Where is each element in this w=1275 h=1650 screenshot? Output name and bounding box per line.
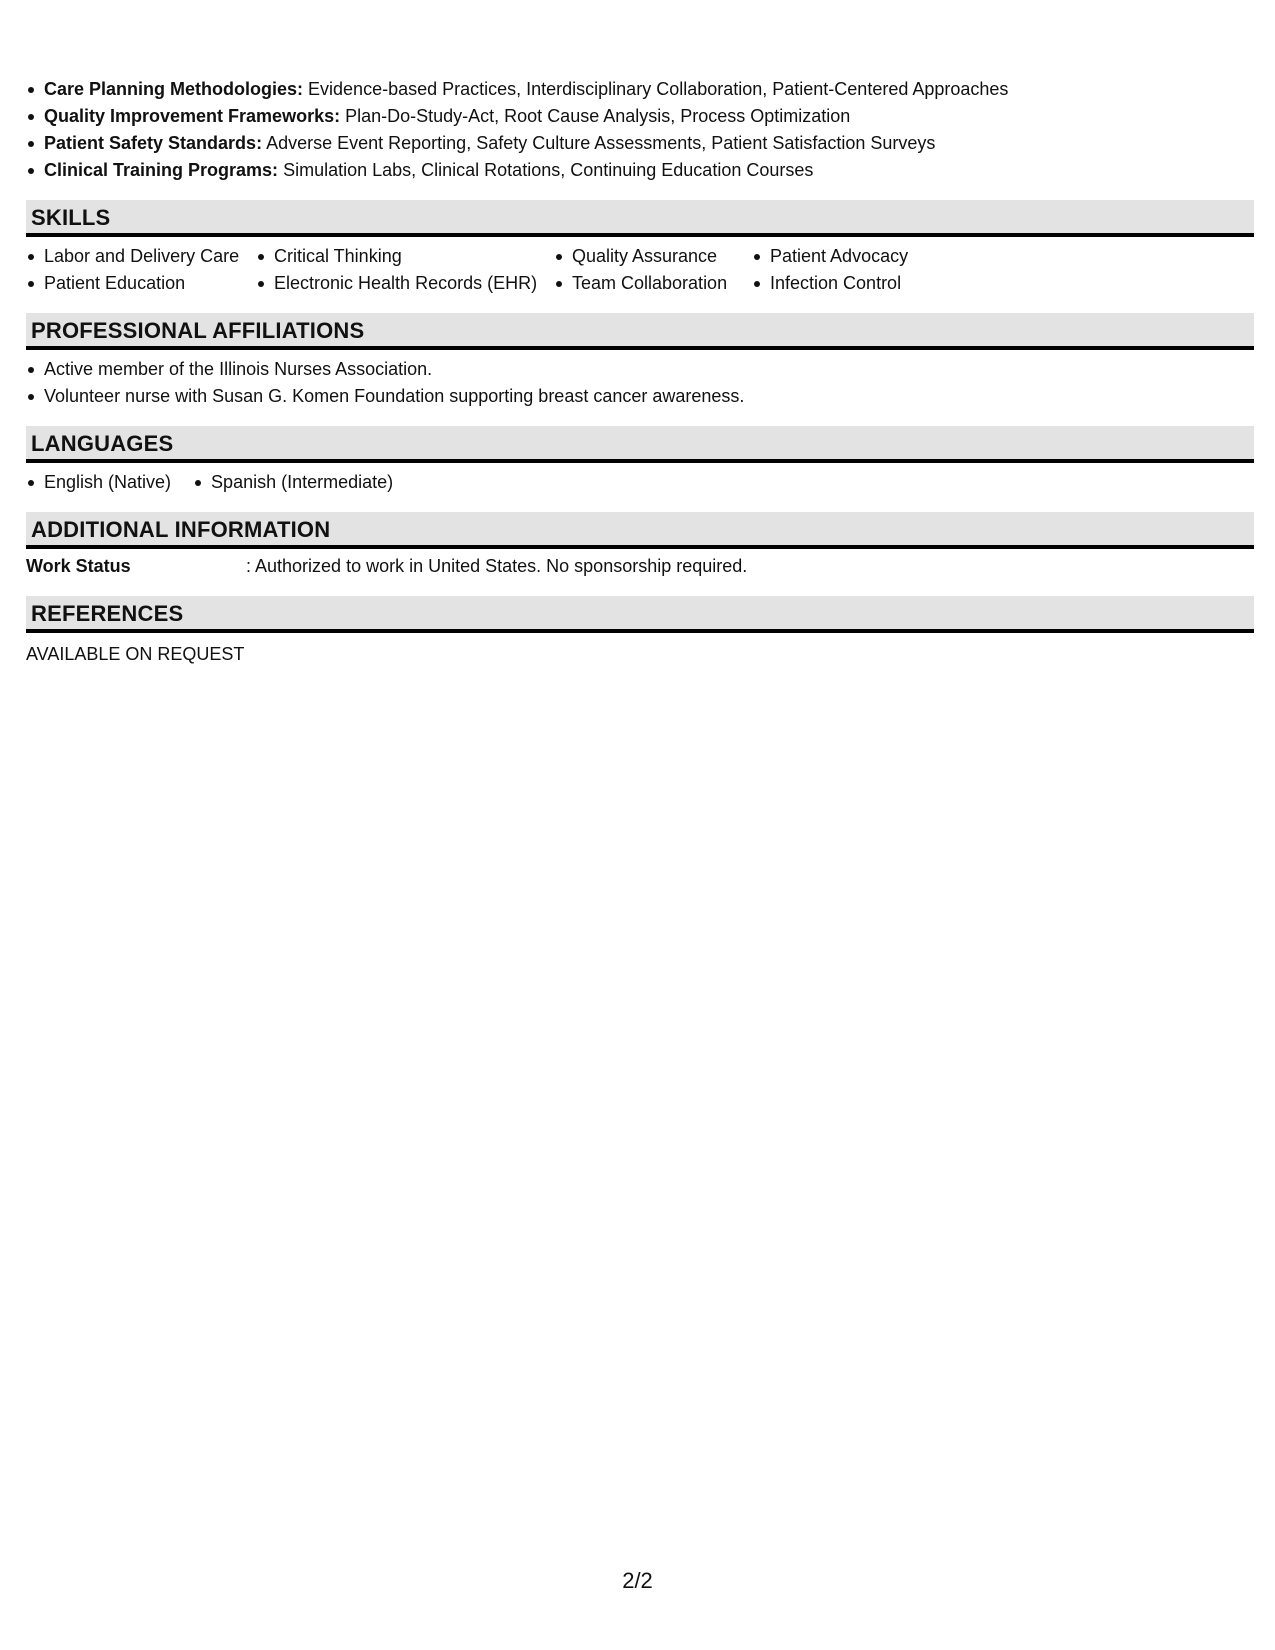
list-item: Team Collaboration (554, 270, 727, 297)
section-title: SKILLS (26, 200, 1254, 237)
additional-info-section (26, 512, 1254, 580)
references-text: AVAILABLE ON REQUEST (26, 644, 245, 664)
list-item: Patient Advocacy (752, 243, 908, 270)
list-item: Volunteer nurse with Susan G. Komen Foundation supporting breast cancer awareness. (26, 383, 1254, 410)
section-title: ADDITIONAL INFORMATION (26, 512, 1254, 549)
resume-page (26, 76, 1254, 668)
section-title: PROFESSIONAL AFFILIATIONS (26, 313, 1254, 350)
item-text: Adverse Event Reporting, Safety Culture Assessments, Patient Satisfaction Surveys (266, 133, 936, 153)
skills-column (554, 243, 727, 297)
item-text: Simulation Labs, Clinical Rotations, Continuing Education Courses (283, 160, 814, 180)
work-status-row (26, 553, 1254, 580)
item-label: Quality Improvement Frameworks: (44, 106, 341, 126)
list-item: Labor and Delivery Care (26, 243, 239, 270)
skills-section (26, 200, 1254, 297)
languages-list (26, 469, 1254, 496)
item-label: Patient Safety Standards: (44, 133, 263, 153)
references-section (26, 596, 1254, 668)
list-item (26, 157, 1254, 184)
list-item: Quality Assurance (554, 243, 727, 270)
list-item: Electronic Health Records (EHR) (256, 270, 537, 297)
section-title: REFERENCES (26, 596, 1254, 633)
section-title: LANGUAGES (26, 426, 1254, 463)
list-item: Critical Thinking (256, 243, 537, 270)
work-status-value: : Authorized to work in United States. No sponsorship required. (246, 556, 748, 576)
continuation-list (26, 76, 1254, 184)
skills-column (26, 243, 239, 297)
item-label: Care Planning Methodologies: (44, 79, 304, 99)
list-item: Active member of the Illinois Nurses Association. (26, 356, 1254, 383)
list-item (26, 130, 1254, 157)
list-item (26, 103, 1254, 130)
item-text: Evidence-based Practices, Interdisciplinary Collaboration, Patient-Centered Approaches (308, 79, 1009, 99)
skills-grid (26, 243, 1254, 297)
list-item: Patient Education (26, 270, 239, 297)
list-item (26, 76, 1254, 103)
item-label: Clinical Training Programs: (44, 160, 279, 180)
skills-column (256, 243, 537, 297)
list-item: English (Native) (26, 469, 171, 496)
item-text: Plan-Do-Study-Act, Root Cause Analysis, Process Optimization (345, 106, 851, 126)
list-item: Spanish (Intermediate) (193, 469, 393, 496)
page-number: 2/2 (622, 1568, 653, 1593)
affiliations-list (26, 356, 1254, 410)
list-item: Infection Control (752, 270, 908, 297)
languages-section (26, 426, 1254, 496)
affiliations-section (26, 313, 1254, 410)
work-status-label: Work Status (26, 556, 131, 576)
skills-column (752, 243, 908, 297)
